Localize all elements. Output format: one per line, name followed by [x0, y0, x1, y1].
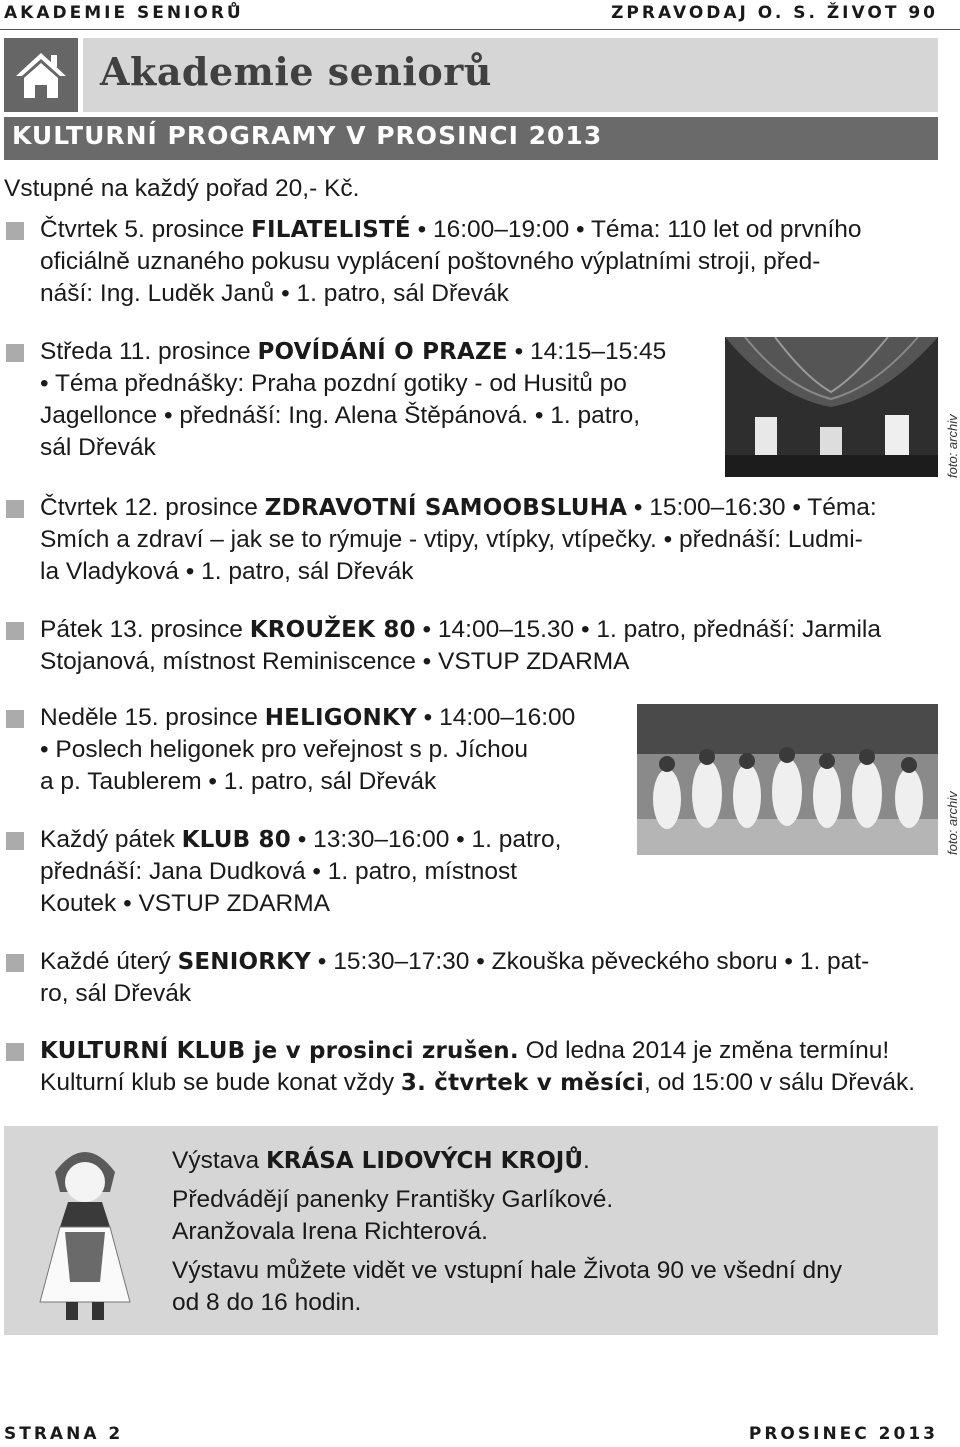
program-item: Neděle 15. prosince HELIGONKY • 14:00–16:00 • Poslech heligonek pro veřejnost s p. Jíchou a p. Taublerem • 1. patro, sál Dřevák [40, 704, 576, 795]
event-name: FILATELISTÉ [251, 217, 411, 243]
running-header-section: AKADEMIE SENIORŮ [4, 3, 244, 23]
home-icon [4, 38, 78, 112]
program-item: Čtvrtek 5. prosince FILATELISTÉ • 16:00–19:00 • Téma: 110 let od prvního oficiálně uznaného pokusu vyplácení poštovného výplatními stroji, před- náší: Ing. Luděk Janů • 1. patro, sál Dřevák [40, 216, 862, 307]
program-item: Každý pátek KLUB 80 • 13:30–16:00 • 1. patro, přednáší: Jana Dudková • 1. patro, místnost Koutek • VSTUP ZDARMA [40, 826, 562, 917]
exhibition-name: KRÁSA LIDOVÝCH KROJŮ [265, 1148, 584, 1174]
bullet-square-icon [6, 222, 24, 240]
program-item: Každé úterý SENIORKY • 15:30–17:30 • Zkouška pěveckého sboru • 1. pat- ro, sál Dřevák [40, 948, 870, 1007]
bullet-square-icon [6, 710, 24, 728]
entry-fee-note: Vstupné na každý pořad 20,- Kč. [4, 175, 360, 202]
bullet-square-icon [6, 622, 24, 640]
issue-date: PROSINEC 2013 [748, 1424, 938, 1444]
page-subtitle: KULTURNÍ PROGRAMY V PROSINCI 2013 [12, 121, 603, 150]
exhibition-text: Výstava KRÁSA LIDOVÝCH KROJŮ. Předvádějí panenky Františky Garlíkové. Aranžovala Irena Richterová. Výstavu můžete vidět ve vstupní hale Života 90 ve všední dny od 8 do 16 hodin. [172, 1147, 843, 1316]
event-name: ZDRAVOTNÍ SAMOOBSLUHA [264, 495, 628, 521]
photo-credit: foto: archiv [945, 791, 960, 855]
bullet-square-icon [6, 954, 24, 972]
cancellation-notice: KULTURNÍ KLUB je v prosinci zrušen. Od ledna 2014 je změna termínu! Kulturní klub se bude konat vždy 3. čtvrtek v měsíci, od 15:00 v sálu Dřevák. [40, 1037, 916, 1096]
bullet-square-icon [6, 500, 24, 518]
program-item: Čtvrtek 12. prosince ZDRAVOTNÍ SAMOOBSLUHA • 15:00–16:30 • Téma: Smích a zdraví – jak se to rýmuje - vtipy, vtípky, vtípečky. • přednáší: Ludmi- la Vladyková • 1. patro, sál Dřevák [40, 494, 877, 585]
event-name: HELIGONKY [264, 705, 417, 731]
bullet-square-icon [6, 344, 24, 362]
event-name: SENIORKY [177, 949, 311, 975]
program-item: Pátek 13. prosince KROUŽEK 80 • 14:00–15.30 • 1. patro, přednáší: Jarmila Stojanová, místnost Reminiscence • VSTUP ZDARMA [40, 616, 881, 675]
page-number: STRANA 2 [4, 1424, 124, 1444]
event-name: KROUŽEK 80 [249, 617, 416, 643]
page-title: Akademie seniorů [100, 49, 492, 94]
header-rule [0, 29, 960, 30]
photo-credit: foto: archiv [945, 414, 960, 478]
photo-choir [637, 704, 938, 855]
doll-photo [30, 1132, 140, 1328]
running-header-publication: ZPRAVODAJ O. S. ŽIVOT 90 [611, 3, 938, 23]
event-name: KLUB 80 [181, 827, 291, 853]
event-name: POVÍDÁNÍ O PRAZE [257, 339, 508, 365]
photo-gothic-hall [725, 337, 938, 477]
bullet-square-icon [6, 1043, 24, 1061]
bullet-square-icon [6, 832, 24, 850]
program-item: Středa 11. prosince POVÍDÁNÍ O PRAZE • 14:15–15:45 • Téma přednášky: Praha pozdní gotiky - od Husitů po Jagellonce • přednáší: Ing. Alena Štěpánová. • 1. patro, sál Dřevák [40, 338, 667, 461]
home-icon-box [4, 38, 78, 112]
